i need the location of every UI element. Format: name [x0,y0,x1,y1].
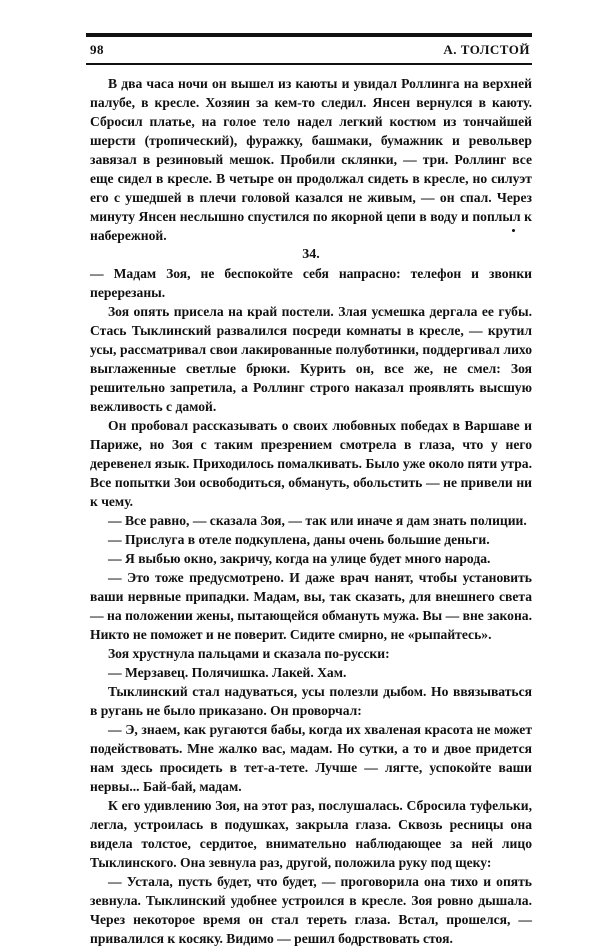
paragraph: — Прислуга в отеле подкуплена, даны очень большие деньги. [108,532,490,547]
body-text [90,74,532,948]
paragraph: К его удивлению Зоя, на этот раз, послушалась. Сбросила туфельки, легла, устроилась в подушках, закрыла глаза. Сквозь ресницы она видела толстое, сердитое, внимательно наблюдающее за ней лицо Тыклинского. Она зевнула раз, другой, положила руку под щеку: [90,798,532,870]
paragraph: Тыклинский стал надуваться, усы полезли дыбом. Но ввязываться в ругань не было приказано. Он проворчал: [90,684,532,718]
paragraph: — Все равно, — сказала Зоя, — так или иначе я дам знать полиции. [108,513,527,528]
header-rule-bottom [86,63,532,65]
page-number: 98 [90,42,104,57]
paragraph: — Э, знаем, как ругаются бабы, когда их хваленая красота не может подействовать. Мне жалко вас, мадам. Но сутки, а то и двое придется нам здесь просидеть в тет-а-тете. Лучше — лягте, успокойте ваши нервы... Бай-бай, мадам. [90,722,532,794]
running-title: А. ТОЛСТОЙ [443,42,530,57]
paragraph: Зоя хрустнула пальцами и сказала по-русски: [108,646,390,661]
header-rule-top [86,33,532,37]
paragraph: — Я выбью окно, закричу, когда на улице будет много народа. [108,551,491,566]
running-head [90,42,530,60]
chapter-number: 34. [302,247,320,262]
print-speck [512,229,515,232]
paragraph: — Мадам Зоя, не беспокойте себя напрасно: телефон и звонки перерезаны. [90,266,532,300]
paragraph: Он пробовал рассказывать о своих любовных победах в Варшаве и Париже, но Зоя с таким презрением смотрела в глаза, что у него деревенел язык. Приходилось помалкивать. Было уже около пяти утра. Все попытки Зои освободиться, обмануть, обольстить — не привели ни к чему. [90,418,532,509]
paragraph: — Устала, пусть будет, что будет, — проговорила она тихо и опять зевнула. Тыклинский удобнее устроился в кресле. Зоя ровно дышала. Через некоторое время он стал тереть глаза. Встал, прошелся, — привалился к косяку. Видимо — решил бодрствовать стоя. [90,874,532,946]
paragraph: — Мерзавец. Полячишка. Лакей. Хам. [108,665,347,680]
paragraph: Зоя опять присела на край постели. Злая усмешка дергала ее губы. Стась Тыклинский развалился посреди комнаты в кресле, — крутил усы, рассматривал свои лакированные полуботинки, поддергивал лихо выглаженные светлые брюки. Курить он, все же, не смел: Зоя решительно запретила, а Роллинг строго наказал проявлять высшую вежливость с дамой. [90,304,532,414]
paragraph: — Это тоже предусмотрено. И даже врач нанят, чтобы установить ваши нервные припадки. Мадам, вы, так сказать, для внешнего света — на положении жены, пытающейся обмануть мужа. Вы — вне закона. Никто не поможет и не поверит. Сидите смирно, не «рыпайтесь». [90,570,532,642]
paragraph: В два часа ночи он вышел из каюты и увидал Роллинга на верхней палубе, в кресле. Хозяин за кем-то следил. Янсен вернулся в каюту. Сбросил платье, на голое тело надел легкий костюм из тончайшей шерсти (тропический), фуражку, башмаки, бумажник и револьвер завязал в резиновый мешок. Пробили склянки, — три. Роллинг все еще сидел в кресле. В четыре он продолжал сидеть в кресле, но силуэт его с ушедшей в плечи головой казался не живым, — он спал. Через минуту Янсен неслышно спустился по якорной цепи в воду и поплыл к набережной. [90,76,532,243]
